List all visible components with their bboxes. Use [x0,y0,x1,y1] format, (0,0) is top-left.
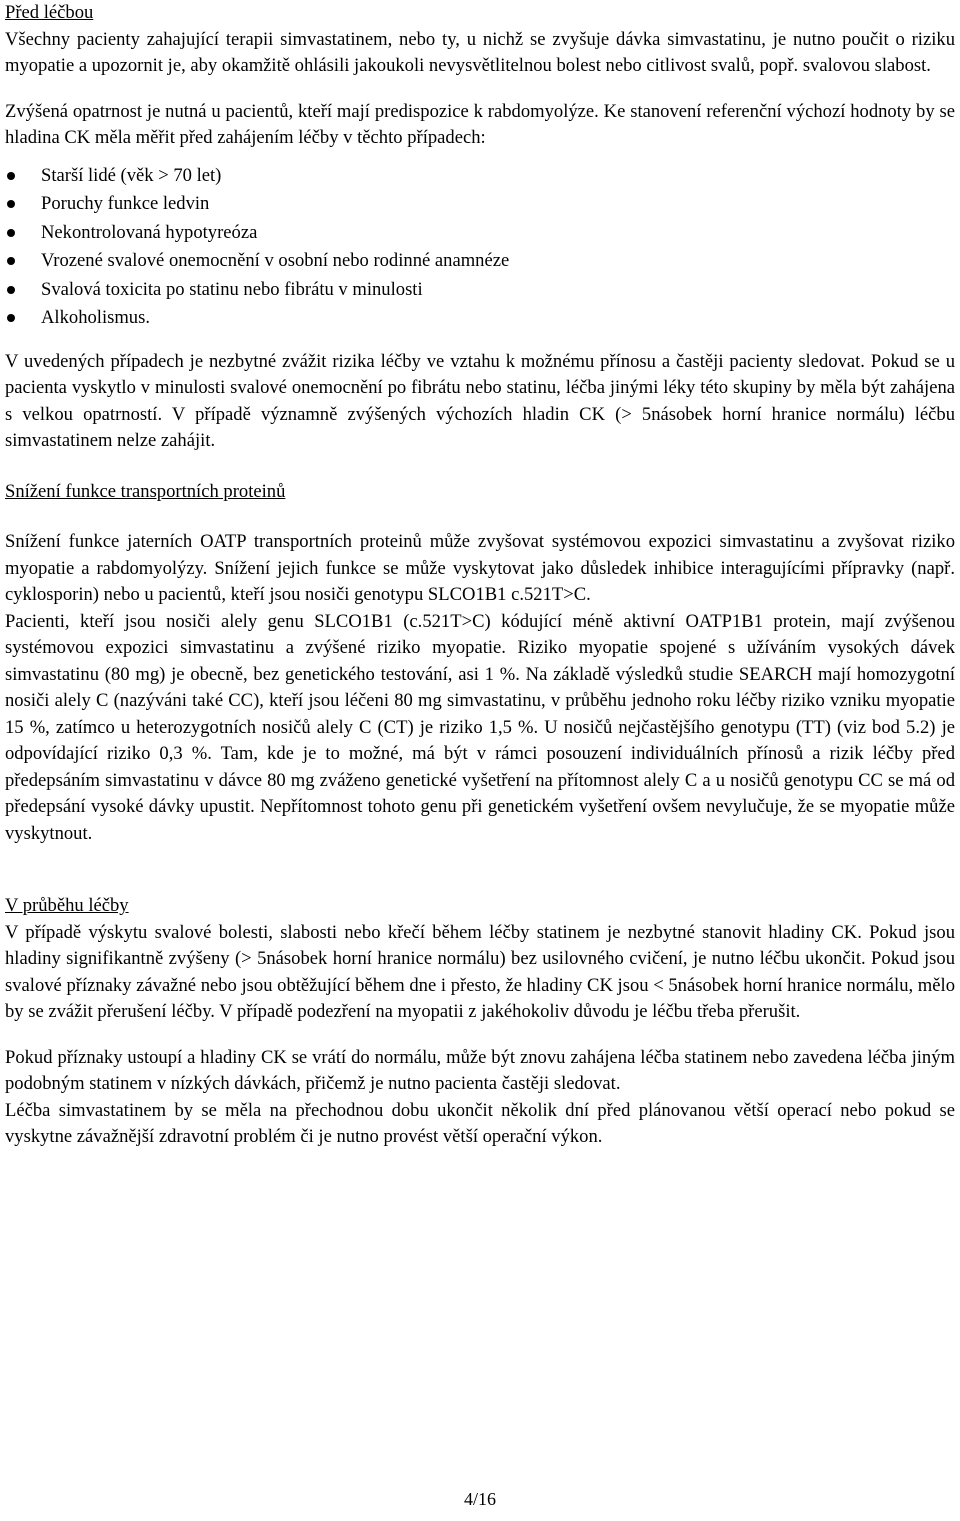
list-item-text: Starší lidé (věk > 70 let) [41,164,222,186]
bullet-icon [7,172,15,180]
risk-factor-list [5,162,955,333]
list-item [5,276,955,305]
list-item-text: Nekontrolovaná hypotyreóza [41,221,258,243]
section-title-transport-proteins: Snížení funkce transportních proteinů [5,480,286,502]
section-title-during-treatment: V průběhu léčby [5,895,129,916]
caution-paragraph: Zvýšená opatrnost je nutná u pacientů, kteří mají predispozice k rabdomyolýze. Ke stanovení referenční výchozí hodnoty by se hladina CK měla měřit před zahájením léčby v těchto případech: [5,100,955,148]
section-title-before-treatment: Před léčbou [5,2,94,23]
bullet-icon [7,286,15,294]
during-paragraph-2: Pokud příznaky ustoupí a hladiny CK se vrátí do normálu, může být znovu zahájena léčba statinem nebo zavedena léčba jiným podobným statinem v nízkých dávkách, přičemž je nutno pacienta častěji sledovat. [5,1046,955,1094]
list-item [5,247,955,276]
transport-paragraph-2: Pacienti, kteří jsou nosiči alely genu SLCO1B1 (c.521T>C) kódující méně aktivní OATP1B1 protein, mají zvýšenou systémovou expozici simvastatinu a zvýšené riziko myopatie. Riziko myopatie spojené s užíváním vysokých dávek simvastatinu (80 mg) je obecně, bez genetického testování, asi 1 %. Na základě výsledků studie SEARCH mají homozygotní nosiči alely C (nazýváni také CC), kteří jsou léčeni 80 mg simvastatinu, v průběhu jednoho roku léčby riziko vzniku myopatie 15 %, zatímco u heterozygotních nosičů alely C (CT) je riziko 1,5 %. U nosičů nejčastějšího genotypu (TT) (viz bod 5.2) je odpovídající riziko 0,3 %. Tam, kde je to možné, má být v rámci posouzení individuálních přínosů a rizik léčby před předepsáním simvastatinu v dávce 80 mg zváženo genetické vyšetření na přítomnost alely C a u nosičů genotypu CC se má od předepsání vysoké dávky upustit. Nepřítomnost tohoto genu při genetickém vyšetření ovšem nevylučuje, že se myopatie může vyskytnout. [5,610,955,844]
bullet-icon [7,200,15,208]
list-item-text: Vrozené svalové onemocnění v osobní nebo rodinné anamnéze [41,250,510,271]
list-item-text: Poruchy funkce ledvin [41,193,210,214]
list-item [5,304,955,333]
list-item [5,190,955,219]
intro-paragraph: Všechny pacienty zahajující terapii simvastatinem, nebo ty, u nichž se zvyšuje dávka simvastatinu, je nutno poučit o riziku myopatie a upozornit je, aby okamžitě ohlásili jakoukoli nevysvětlitelnou bolest nebo citlivost svalů, popř. svalovou slabost. [5,28,955,76]
list-item [5,219,955,248]
assessment-paragraph: V uvedených případech je nezbytné zvážit rizika léčby ve vztahu k možnému přínosu a častěji pacienty sledovat. Pokud se u pacienta vyskytlo v minulosti svalové onemocnění po fibrátu nebo statinu, léčba jinými léky této skupiny by měla být zahájena s velkou opatrností. V případě významně zvýšených výchozích hladin CK (> 5násobek horní hranice normálu) léčbu simvastatinem nelze zahájit. [5,350,955,451]
transport-paragraph-1: Snížení funkce jaterních OATP transportních proteinů může zvyšovat systémovou expozici simvastatinu a zvyšovat riziko myopatie a rabdomyolýzy. Snížení jejich funkce se může vyskytovat jako důsledek inhibice interagujícími přípravky (např. cyklosporin) nebo u pacientů, kteří jsou nosiči genotypu SLCO1B1 c.521T>C. [5,531,955,605]
bullet-icon [7,257,15,265]
bullet-icon [7,314,15,322]
during-paragraph-1: V případě výskytu svalové bolesti, slabosti nebo křečí během léčby statinem je nezbytné stanovit hladiny CK. Pokud jsou hladiny signifikantně zvýšeny (> 5násobek horní hranice normálu) bez usilovného cvičení, je nutno léčbu ukončit. Pokud jsou svalové příznaky závažné nebo jsou obtěžující během dne i přesto, že hladiny CK jsou < 5násobek horní hranice normálu, mělo by se zvážit přerušení léčby. V případě podezření na myopatii z jakéhokoliv důvodu je léčbu třeba přerušit. [5,921,955,1022]
list-item-text: Svalová toxicita po statinu nebo fibrátu v minulosti [41,278,423,300]
page-number: 4/16 [463,1489,496,1509]
list-item-text: Alkoholismus. [41,307,150,328]
list-item [5,162,955,191]
document-page [5,0,955,1151]
during-paragraph-3: Léčba simvastatinem by se měla na přechodnou dobu ukončit několik dní před plánovanou větší operací nebo pokud se vyskytne závažnější zdravotní problém či je nutno provést větší operační výkon. [5,1099,955,1147]
bullet-icon [7,229,15,237]
